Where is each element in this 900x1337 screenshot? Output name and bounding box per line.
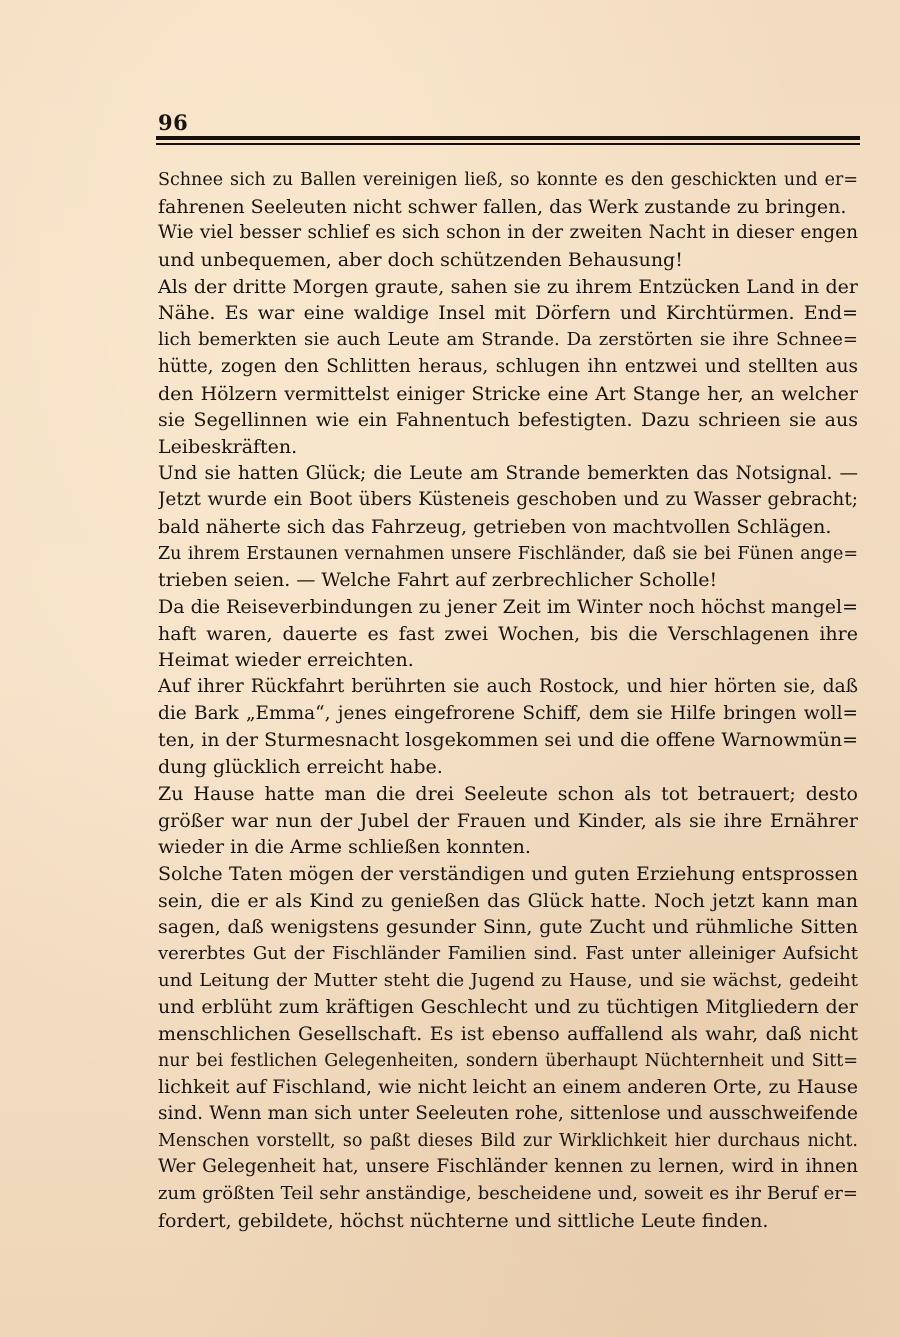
paragraph [158,220,858,273]
body-text [158,167,858,1235]
paragraph [158,461,858,541]
text-line: bald näherte sich das Fahrzeug, getrieben von machtvollen Schlägen. [158,515,832,538]
text-line: Nähe. Es war eine waldige Insel mit Dörfern und Kirchtürmen. End= [158,302,858,325]
header-rule [156,136,860,140]
text-line: vererbtes Gut der Fischländer Familien sind. Fast unter alleiniger Aufsicht [158,942,858,964]
text-line: und unbequemen, aber doch schützenden Behausung! [158,249,683,272]
text-line: fordert, gebildete, höchst nüchterne und sittliche Leute finden. [158,1209,769,1232]
paragraph [158,274,858,461]
text-line: lichkeit auf Fischland, wie nicht leicht an einem anderen Orte, zu Hause [158,1076,858,1099]
paragraph [158,674,858,781]
text-line: Leibeskräften. [158,435,298,458]
text-line: Jetzt wurde ein Boot übers Küsteneis geschoben und zu Wasser gebracht; [158,489,858,511]
text-line: lich bemerkten sie auch Leute am Strande. Da zerstörten sie ihre Schnee= [158,329,858,351]
text-line: Wie viel besser schlief es sich schon in der zweiten Nacht in dieser engen [158,222,858,244]
text-line: ten, in der Sturmesnacht losgekommen sei und die offene Warnowmün= [158,729,858,752]
text-line: zum größten Teil sehr anständige, bescheidene und, soweit es ihr Beruf er= [158,1183,858,1205]
paragraph [158,861,858,1235]
text-line: Auf ihrer Rückfahrt berührten sie auch Rostock, und hier hörten sie, daß [158,676,858,698]
text-line: menschlichen Gesellschaft. Es ist ebenso auffallend als wahr, daß nicht [158,1023,858,1045]
text-line: die Bark „Emma“, jenes eingefrorene Schiff, dem sie Hilfe bringen woll= [158,702,858,724]
paragraph [158,594,858,674]
text-line: den Hölzern vermittelst einiger Stricke eine Art Stange her, an welcher [158,382,858,405]
text-line: wieder in die Arme schließen konnten. [158,836,531,859]
text-line: sagen, daß wenigstens gesunder Sinn, gute Zucht und rühmliche Sitten [158,916,858,939]
text-line: Da die Reiseverbindungen zu jener Zeit im Winter noch höchst mangel= [158,596,858,618]
text-line: sein, die er als Kind zu genießen das Glück hatte. Noch jetzt kann man [158,889,858,912]
text-line: Menschen vorstellt, so paßt dieses Bild zur Wirklichkeit hier durchaus nicht. [158,1130,858,1151]
text-line: haft waren, dauerte es fast zwei Wochen, bis die Verschlagenen ihre [158,622,858,645]
text-line: Heimat wieder erreichten. [158,649,414,672]
text-line: Zu Hause hatte man die drei Seeleute schon als tot betrauert; desto [158,782,858,805]
paragraph [158,781,858,861]
text-line: fahrenen Seeleuten nicht schwer fallen, das Werk zustande zu bringen. [158,195,847,218]
text-line: sie Segellinnen wie ein Fahnentuch befestigten. Dazu schrieen sie aus [158,409,858,432]
text-line: Wer Gelegenheit hat, unsere Fischländer kennen zu lernen, wird in ihnen [158,1156,858,1178]
text-line: trieben seien. — Welche Fahrt auf zerbrechlicher Scholle! [158,569,718,592]
page-number: 96 [158,110,189,135]
paragraph [158,541,858,594]
text-line: und erblüht zum kräftigen Geschlecht und zu tüchtigen Mitgliedern der [158,996,858,1019]
paragraph [158,167,858,220]
text-line: sind. Wenn man sich unter Seeleuten rohe, sittenlose und ausschweifende [158,1103,858,1125]
text-line: Zu ihrem Erstaunen vernahmen unsere Fischländer, daß sie bei Fünen ange= [158,543,858,564]
text-line: Schnee sich zu Ballen vereinigen ließ, so konnte es den geschickten und er= [158,170,858,190]
header-rule-thin [156,143,860,145]
text-line: Solche Taten mögen der verständigen und guten Erziehung entsprossen [158,862,858,885]
text-line: Und sie hatten Glück; die Leute am Strande bemerkten das Notsignal. — [158,462,858,484]
text-line: nur bei festlichen Gelegenheiten, sondern überhaupt Nüchternheit und Sitt= [158,1050,858,1071]
text-line: Als der dritte Morgen graute, sahen sie zu ihrem Entzücken Land in der [158,275,858,298]
text-line: hütte, zogen den Schlitten heraus, schlugen ihn entzwei und stellten aus [158,355,858,377]
text-line: größer war nun der Jubel der Frauen und Kinder, als sie ihre Ernährer [158,809,858,832]
text-line: dung glücklich erreicht habe. [158,756,443,779]
text-line: und Leitung der Mutter steht die Jugend zu Hause, und sie wächst, gedeiht [158,969,858,991]
